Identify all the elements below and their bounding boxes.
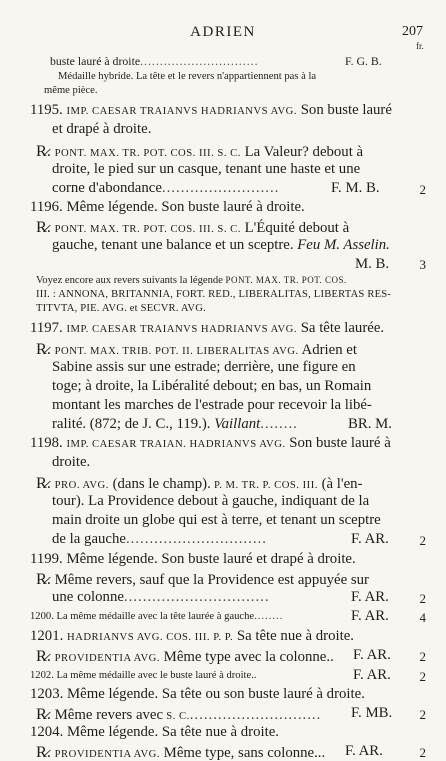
entry-line: montant les marches de l'estrade pour recevoir la libé-	[52, 397, 372, 413]
entry-note: Voyez encore aux revers suivants la légende PONT. MAX. TR. POT. COS.	[36, 275, 347, 286]
entry-1204-reverse: R̷. PROVIDENTIA AVG. Même type, sans colonne...	[36, 742, 326, 761]
entry-1202: 1202. La même médaille avec le buste lauré à droite..	[30, 670, 257, 681]
entry-1197-reverse: R̷. PONT. MAX. TRIB. POT. II. LIBERALITAS AVG. Adrien et	[36, 339, 357, 358]
entry-line: et drapé à droite.	[52, 121, 152, 137]
entry-rarity: F. M. B.	[331, 180, 380, 196]
reverse-symbol-icon: R̷.	[36, 473, 51, 492]
price-value: 2	[419, 649, 426, 664]
price-value: 2	[419, 591, 426, 606]
reverse-symbol-icon: R̷.	[36, 742, 51, 761]
price-value: 3	[419, 257, 426, 272]
entry-1200: 1200. La même médaille avec la tête laurée à gauche........	[30, 611, 284, 622]
entry-rarity: M. B.	[355, 256, 390, 272]
entry-1199-reverse: R̷. Même revers, sauf que la Providence est appuyée sur	[36, 569, 369, 588]
reverse-symbol-icon: R̷.	[36, 704, 51, 723]
entry-1203-reverse: R̷. Même revers avec S. C.............................	[36, 704, 322, 723]
entry-1198-obverse: 1198. IMP. CAESAR TRAIAN. HADRIANVS AVG. Son buste lauré à	[30, 435, 391, 451]
price-value: 2	[419, 182, 426, 197]
entry-rarity: F. AR.	[351, 608, 389, 624]
entry-1197-obverse: 1197. IMP. CAESAR TRAIANVS HADRIANVS AVG. Sa tête laurée.	[30, 320, 385, 336]
entry-line: droite, le pied sur un casque, tenant une haste et une	[52, 161, 361, 177]
rarity-column-label: fr.	[416, 41, 424, 51]
entry-1201-reverse: R̷. PROVIDENTIA AVG. Même type avec la colonne..	[36, 646, 334, 665]
entry-1196-reverse: R̷. PONT. MAX. TR. POT. COS. III. S. C. L'Équité debout à	[36, 217, 350, 236]
entry-1203-obverse: 1203. Même légende. Sa tête ou son buste lauré à droite.	[30, 686, 365, 702]
entry-line: toge; à droite, la Libéralité debout; en bas, un Romain	[52, 378, 372, 394]
price-value: 2	[419, 707, 426, 722]
reverse-symbol-icon: R̷.	[36, 569, 51, 588]
entry-1199-obverse: 1199. Même légende. Son buste lauré et drapé à droite.	[30, 551, 356, 567]
entry-line: une colonne...............................	[52, 589, 270, 605]
entry-rarity: BR. M.	[348, 416, 392, 432]
price-value: 2	[419, 745, 426, 760]
reverse-symbol-icon: R̷.	[36, 217, 51, 236]
entry-note: Médaille hybride. La tête et le revers n'appartiennent pas à la	[58, 71, 317, 82]
entry-1195-reverse: R̷. PONT. MAX. TR. POT. COS. III. S. C. La Valeur? debout à	[36, 141, 364, 160]
price-value: 2	[419, 533, 426, 548]
entry-1204-obverse: 1204. Même légende. Sa tête nue à droite.	[30, 724, 279, 740]
page-title: ADRIEN	[190, 24, 256, 40]
page-number: 207	[402, 24, 423, 39]
entry-rarity: F. AR.	[345, 743, 383, 759]
entry-rarity: F. AR.	[353, 667, 391, 683]
entry-line: de la gauche..............................	[52, 531, 267, 547]
entry-rarity: F. AR.	[353, 647, 391, 663]
entry-note: même pièce.	[44, 85, 98, 96]
entry-line: tour). La Providence debout à gauche, indiquant de la	[52, 493, 370, 509]
entry-1201-obverse: 1201. HADRIANVS AVG. COS. III. P. P. Sa tête nue à droite.	[30, 628, 354, 644]
entry-note: TITVTA, PIE. AVG. et SECVR. AVG.	[36, 303, 206, 314]
entry-line: ralité. (872; de J. C., 119.). Vaillant........	[52, 416, 298, 432]
entry-1195-obverse: 1195. IMP. CAESAR TRAIANVS HADRIANVS AVG. Son buste lauré	[30, 102, 392, 118]
reverse-symbol-icon: R̷.	[36, 339, 51, 358]
price-value: 2	[419, 669, 426, 684]
entry-1196-obverse: 1196. Même légende. Son buste lauré à droite.	[30, 199, 305, 215]
entry-rarity: F. MB.	[351, 705, 393, 721]
entry-line: droite.	[52, 454, 91, 470]
entry-rarity: F. AR.	[351, 589, 389, 605]
reverse-symbol-icon: R̷.	[36, 141, 51, 160]
entry-line: gauche, tenant une balance et un sceptre. Feu M. Asselin.	[52, 237, 390, 253]
entry-source: F. G. B.	[345, 54, 382, 68]
entry-line: main droite un globe qui est à terre, et tenant un sceptre	[52, 512, 381, 528]
price-value: 4	[419, 610, 426, 625]
entry-1198-reverse: R̷. PRO. AVG. (dans le champ). P. M. TR. P. COS. III. (à l'en-	[36, 473, 363, 492]
entry-line: Sabine assis sur une estrade; derrière, une figure en	[52, 359, 356, 375]
reverse-symbol-icon: R̷.	[36, 646, 51, 665]
entry-line: buste lauré à droite..............................	[50, 54, 259, 68]
entry-note: III. : ANNONA, BRITANNIA, FORT. RED., LIBERALITAS, LIBERTAS RES-	[36, 289, 392, 300]
entry-line: corne d'abondance.........................	[52, 180, 280, 196]
entry-rarity: F. AR.	[351, 531, 389, 547]
